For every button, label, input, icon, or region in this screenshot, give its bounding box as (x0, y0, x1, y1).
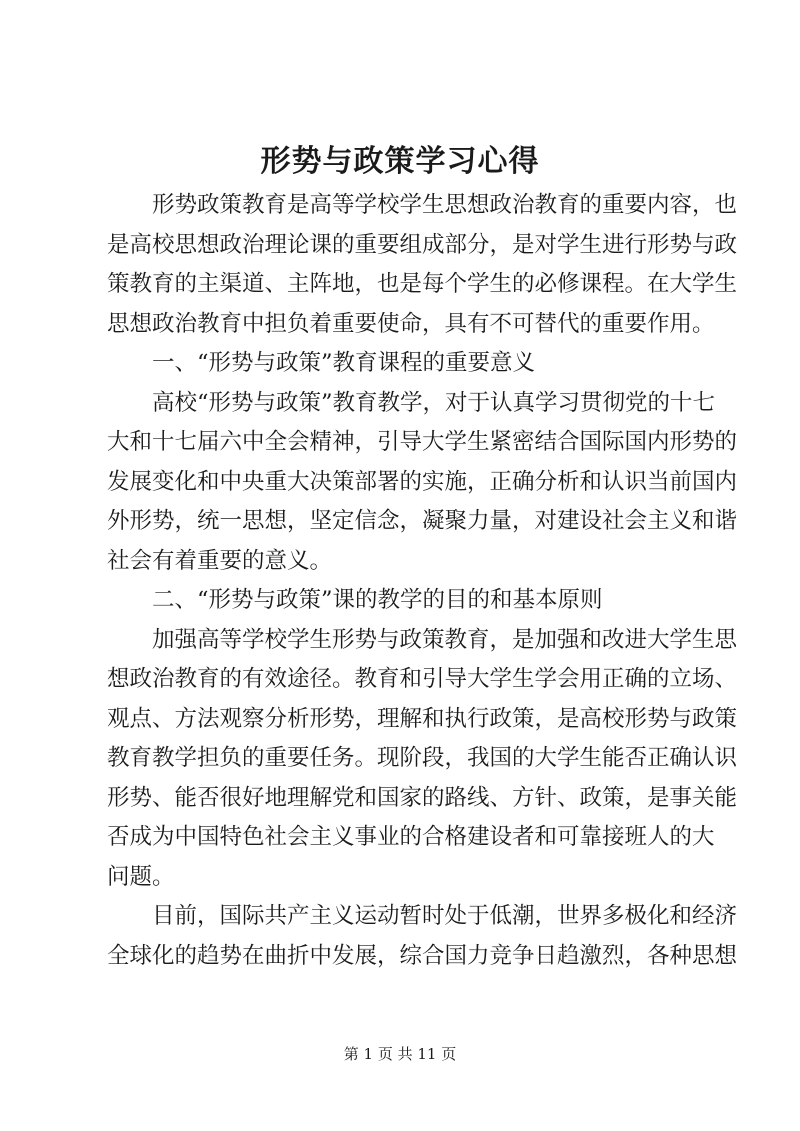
text-line: 问题。 (107, 863, 175, 890)
paragraph (107, 621, 738, 898)
section-heading (107, 344, 701, 384)
text-line: 目前，国际共产主义运动暂时处于低潮，世界多极化和经济 (152, 903, 738, 929)
section-heading (107, 581, 701, 621)
text-line: 观点、方法观察分析形势，理解和执行政策，是高校形势与政策 (107, 705, 738, 732)
text-line: 二、“形势与政策”课的教学的目的和基本原则 (152, 587, 603, 613)
text-line: 一、“形势与政策”教育课程的重要意义 (152, 350, 536, 376)
document-body (107, 186, 738, 976)
text-line: 社会有着重要的意义。 (107, 547, 333, 574)
text-line: 大和十七届六中全会精神，引导大学生紧密结合国际国内形势的 (107, 429, 738, 455)
text-line: 加强高等学校学生形势与政策教育，是加强和改进大学生思 (152, 626, 738, 653)
text-line: 形势政策教育是高等学校学生思想政治教育的重要内容，也 (152, 192, 738, 218)
text-line: 教育教学担负的重要任务。现阶段，我国的大学生能否正确认识 (107, 745, 738, 771)
text-line: 全球化的趋势在曲折中发展，综合国力竞争日趋激烈，各种思想 (107, 942, 738, 969)
text-line: 外形势，统一思想，坚定信念，凝聚力量，对建设社会主义和谐 (107, 508, 738, 534)
paragraph (107, 186, 738, 344)
text-line: 策教育的主渠道、主阵地，也是每个学生的必修课程。在大学生 (107, 271, 738, 297)
text-line: 否成为中国特色社会主义事业的合格建设者和可靠接班人的大 (107, 824, 715, 850)
text-line: 高校“形势与政策”教育教学，对于认真学习贯彻党的十七 (152, 389, 716, 416)
page-number-footer: 第 1 页 共 11 页 (343, 1045, 457, 1063)
paragraph (107, 384, 738, 582)
text-line: 想政治教育的有效途径。教育和引导大学生学会用正确的立场、 (107, 666, 738, 692)
text-line: 是高校思想政治理论课的重要组成部分，是对学生进行形势与政 (107, 231, 738, 258)
text-line: 形势、能否很好地理解党和国家的路线、方针、政策，是事关能 (107, 784, 738, 811)
page-title: 形势与政策学习心得 (260, 144, 540, 179)
paragraph (107, 897, 738, 976)
text-line: 发展变化和中央重大决策部署的实施，正确分析和认识当前国内 (107, 468, 738, 495)
text-line: 思想政治教育中担负着重要使命，具有不可替代的重要作用。 (107, 310, 715, 337)
